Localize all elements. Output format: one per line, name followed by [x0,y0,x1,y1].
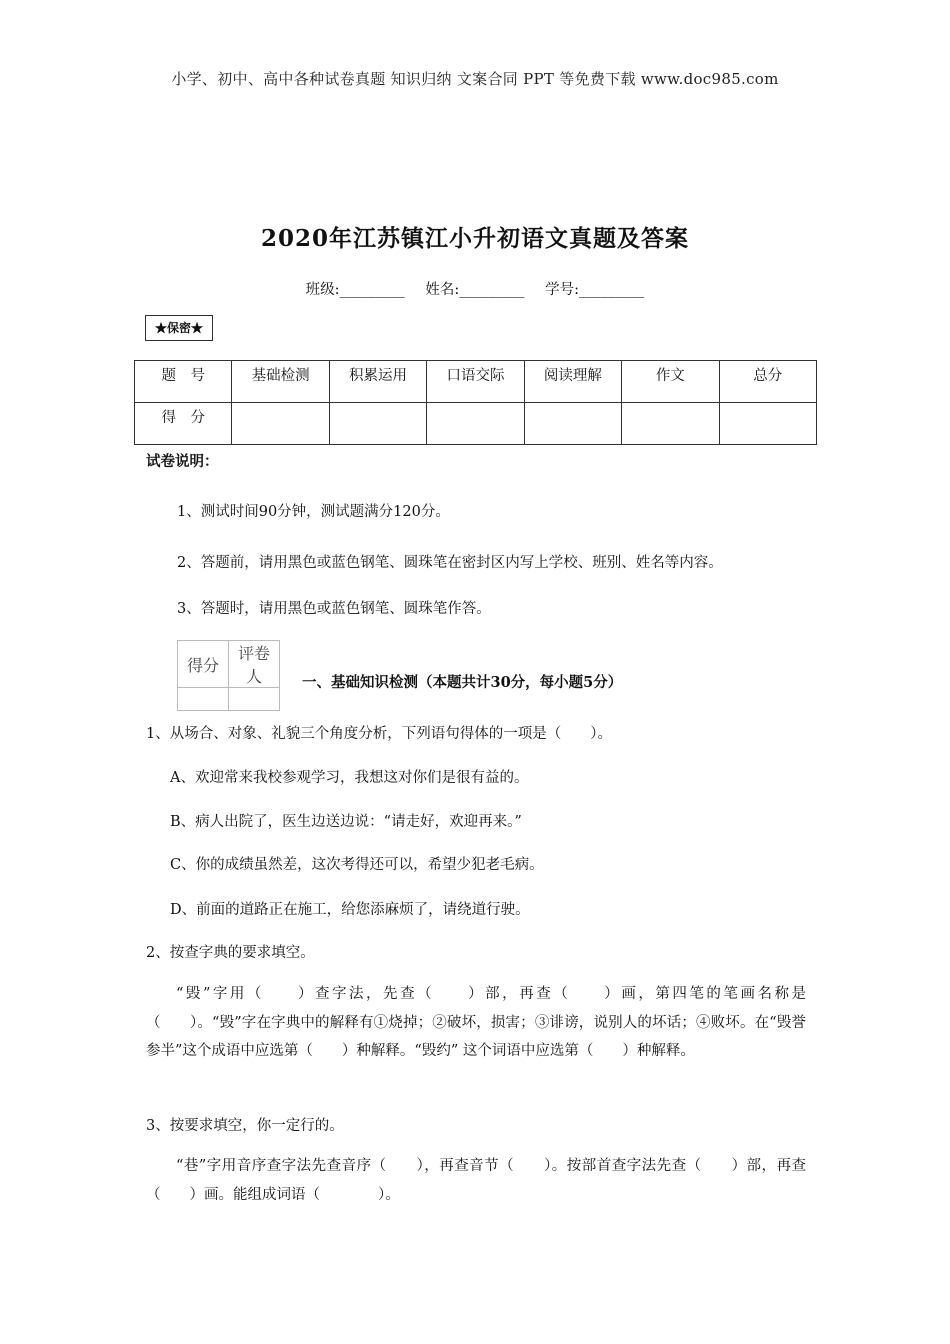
score-table-header-cell: 阅读理解 [524,361,621,403]
note-item: 3、答题时，请用黑色或蓝色钢笔、圆珠笔作答。 [177,601,491,617]
score-cell[interactable] [524,403,621,445]
question-1-option-c: C、你的成绩虽然差，这次考得还可以，希望少犯老毛病。 [170,857,544,873]
question-1-option-b: B、病人出院了，医生边送边说：“请走好，欢迎再来。” [170,814,522,830]
confidential-label: ★保密★ [145,315,213,341]
score-table [134,360,817,445]
score-table-header-cell: 作文 [622,361,719,403]
score-table-header-cell: 题 号 [135,361,232,403]
section-title: 一、基础知识检测（本题共计30分，每小题5分） [302,674,623,691]
page-header: 小学、初中、高中各种试卷真题 知识归纳 文案合同 PPT 等免费下载 www.doc985.com [171,70,779,88]
score-table-header-cell: 基础检测 [232,361,329,403]
question-2-stem: 2、按查字典的要求填空。 [146,945,315,961]
score-cell[interactable] [329,403,426,445]
question-3-body: “巷”字用音序查字法先查音序（ ），再查音节（ ）。按部首查字法先查（ ）部，再查（ ）画。能组成词语（ ）。 [146,1158,806,1203]
score-cell[interactable] [427,403,524,445]
score-cell[interactable] [622,403,719,445]
class-field: 班级:_________ [305,282,405,298]
grader-name-label: 评卷人 [229,641,280,688]
question-1-stem: 1、从场合、对象、礼貌三个角度分析，下列语句得体的一项是（ ）。 [146,726,612,742]
score-cell[interactable] [232,403,329,445]
grader-name-cell[interactable] [229,688,280,711]
grader-score-label: 得分 [178,641,229,688]
score-row-label: 得 分 [135,403,232,445]
notes-heading: 试卷说明： [146,453,219,470]
question-3-stem: 3、按要求填空，你一定行的。 [146,1118,344,1134]
student-info-fields [0,278,950,299]
score-table-header-cell: 总分 [719,361,816,403]
note-item: 2、答题前，请用黑色或蓝色钢笔、圆珠笔在密封区内写上学校、班别、姓名等内容。 [177,555,723,571]
name-field: 姓名:_________ [425,282,525,298]
score-table-header-cell: 积累运用 [329,361,426,403]
question-2-body: “毁”字用（ ）查字法，先查（ ）部，再查（ ）画，第四笔的笔画名称是（ ）。“毁”字在字典中的解释有①烧掉；②破坏，损害；③诽谤，说别人的坏话；④败坏。在“毁誉参半”这个成语中应选第（ ）种解释。“毁约” 这个词语中应选第（ ）种解释。 [146,986,806,1059]
question-1-option-d: D、前面的道路正在施工，给您添麻烦了，请绕道行驶。 [170,902,530,918]
id-field: 学号:_________ [545,282,645,298]
grader-score-cell[interactable] [178,688,229,711]
score-table-header-row [135,361,817,403]
note-item: 1、测试时间90分钟，测试题满分120分。 [177,504,450,520]
grader-box [177,640,280,711]
score-table-header-cell: 口语交际 [427,361,524,403]
score-table-score-row [135,403,817,445]
score-cell[interactable] [719,403,816,445]
page-title: 2020年江苏镇江小升初语文真题及答案 [260,225,689,252]
question-1-option-a: A、欢迎常来我校参观学习，我想这对你们是很有益的。 [170,770,529,786]
